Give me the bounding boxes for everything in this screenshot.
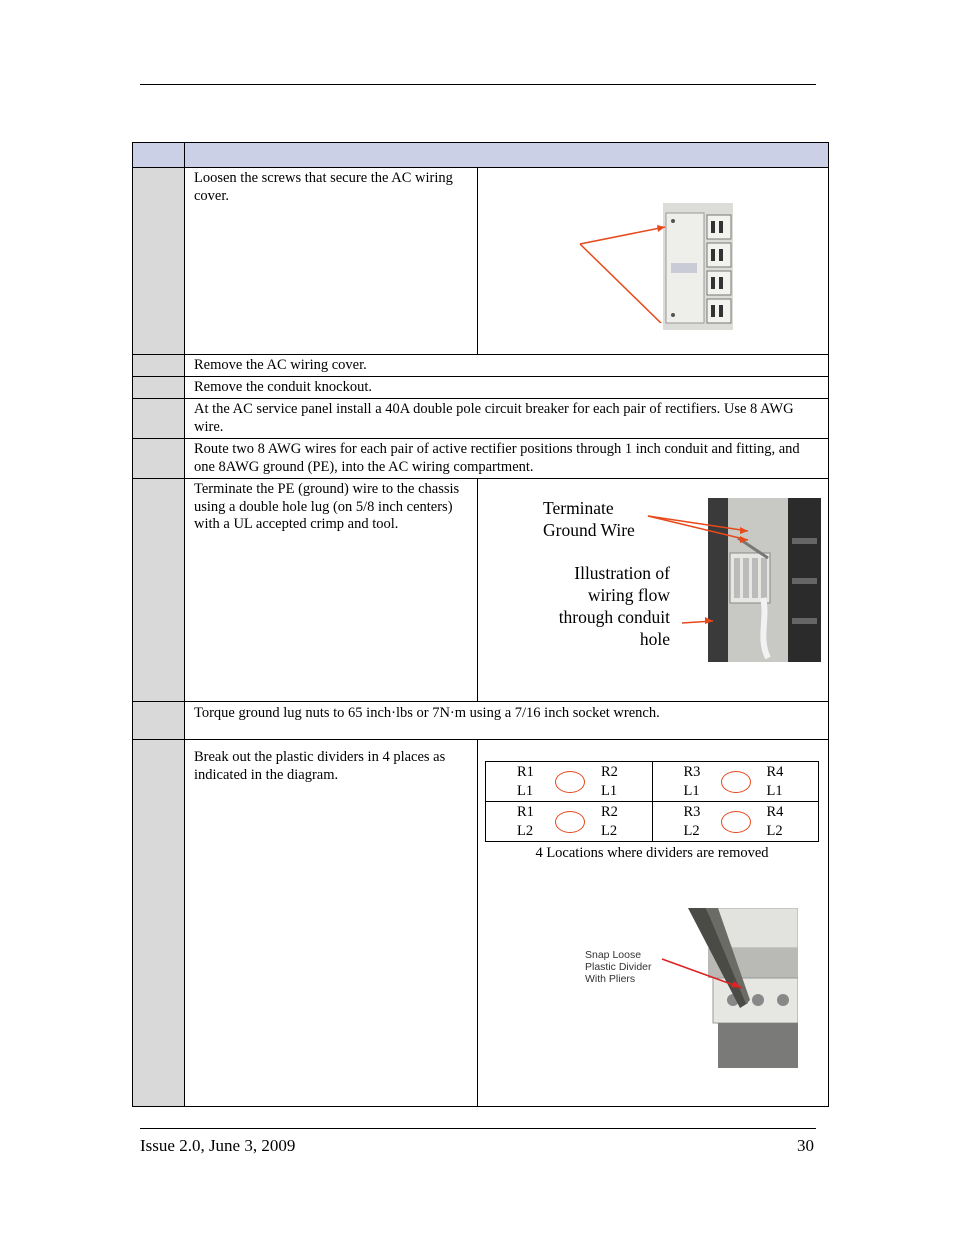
pliers-photo-label: Snap Loose Plastic Divider With Pliers (585, 949, 652, 985)
header-cell-step (133, 143, 185, 168)
terminate-ground-label: Terminate Ground Wire (543, 498, 635, 540)
table-row (133, 399, 829, 439)
step-number-cell (133, 168, 185, 355)
step-figure-cell (478, 168, 829, 355)
footer-issue-date: Issue 2.0, June 3, 2009 (140, 1136, 296, 1155)
arrow-icon (643, 509, 753, 659)
table-row (133, 377, 829, 399)
step-figure-cell (478, 479, 829, 702)
divider-location-marker (555, 771, 585, 793)
step-figure-cell (478, 740, 829, 1107)
table-row (133, 740, 829, 1107)
table-row (133, 355, 829, 377)
divider-location-marker (721, 811, 751, 833)
step-text: Remove the AC wiring cover. (185, 355, 829, 377)
arrow-icon (573, 223, 673, 323)
table-row (133, 168, 829, 355)
step-number-cell (133, 740, 185, 1107)
divider-cell: R3 L2 R4 L2 (652, 802, 819, 842)
header-rule (140, 84, 816, 85)
divider-location-marker (555, 811, 585, 833)
divider-location-marker (721, 771, 751, 793)
step-text: Route two 8 AWG wires for each pair of active rectifier positions through 1 inch conduit and fitting, and one 8AWG ground (PE), into the AC wiring compartment. (185, 439, 829, 479)
procedure-table (132, 142, 829, 1107)
step-text: Torque ground lug nuts to 65 inch·lbs or 7N·m using a 7/16 inch socket wrench. (185, 702, 829, 740)
divider-caption: 4 Locations where dividers are removed (535, 845, 769, 861)
table-header-row (133, 143, 829, 168)
arrow-icon (658, 955, 748, 995)
wiring-flow-label: Illustration of wiring flow through conduit hole (558, 563, 670, 649)
step-text: Remove the conduit knockout. (185, 377, 829, 399)
table-row (133, 702, 829, 740)
step-text: Break out the plastic dividers in 4 places as indicated in the diagram. (185, 740, 478, 1107)
divider-cell: R3 L1 R4 L1 (652, 762, 819, 802)
divider-cell: R1 L1 R2 L1 (486, 762, 653, 802)
step-text: Terminate the PE (ground) wire to the chassis using a double hole lug (on 5/8 inch centers) with a UL accepted crimp and tool. (185, 479, 478, 702)
step-number-cell (133, 439, 185, 479)
table-row (133, 439, 829, 479)
step-number-cell (133, 702, 185, 740)
page-number: 30 (797, 1136, 814, 1155)
divider-cell: R1 L2 R2 L2 (486, 802, 653, 842)
ac-wiring-cover-photo (663, 203, 733, 330)
table-row (133, 479, 829, 702)
footer-rule (140, 1128, 816, 1129)
step-number-cell (133, 377, 185, 399)
header-cell-action (185, 143, 829, 168)
step-number-cell (133, 355, 185, 377)
step-number-cell (133, 479, 185, 702)
divider-diagram (485, 761, 819, 842)
step-text: Loosen the screws that secure the AC wiring cover. (185, 168, 478, 355)
step-number-cell (133, 399, 185, 439)
step-text: At the AC service panel install a 40A double pole circuit breaker for each pair of rectifiers. Use 8 AWG wire. (185, 399, 829, 439)
